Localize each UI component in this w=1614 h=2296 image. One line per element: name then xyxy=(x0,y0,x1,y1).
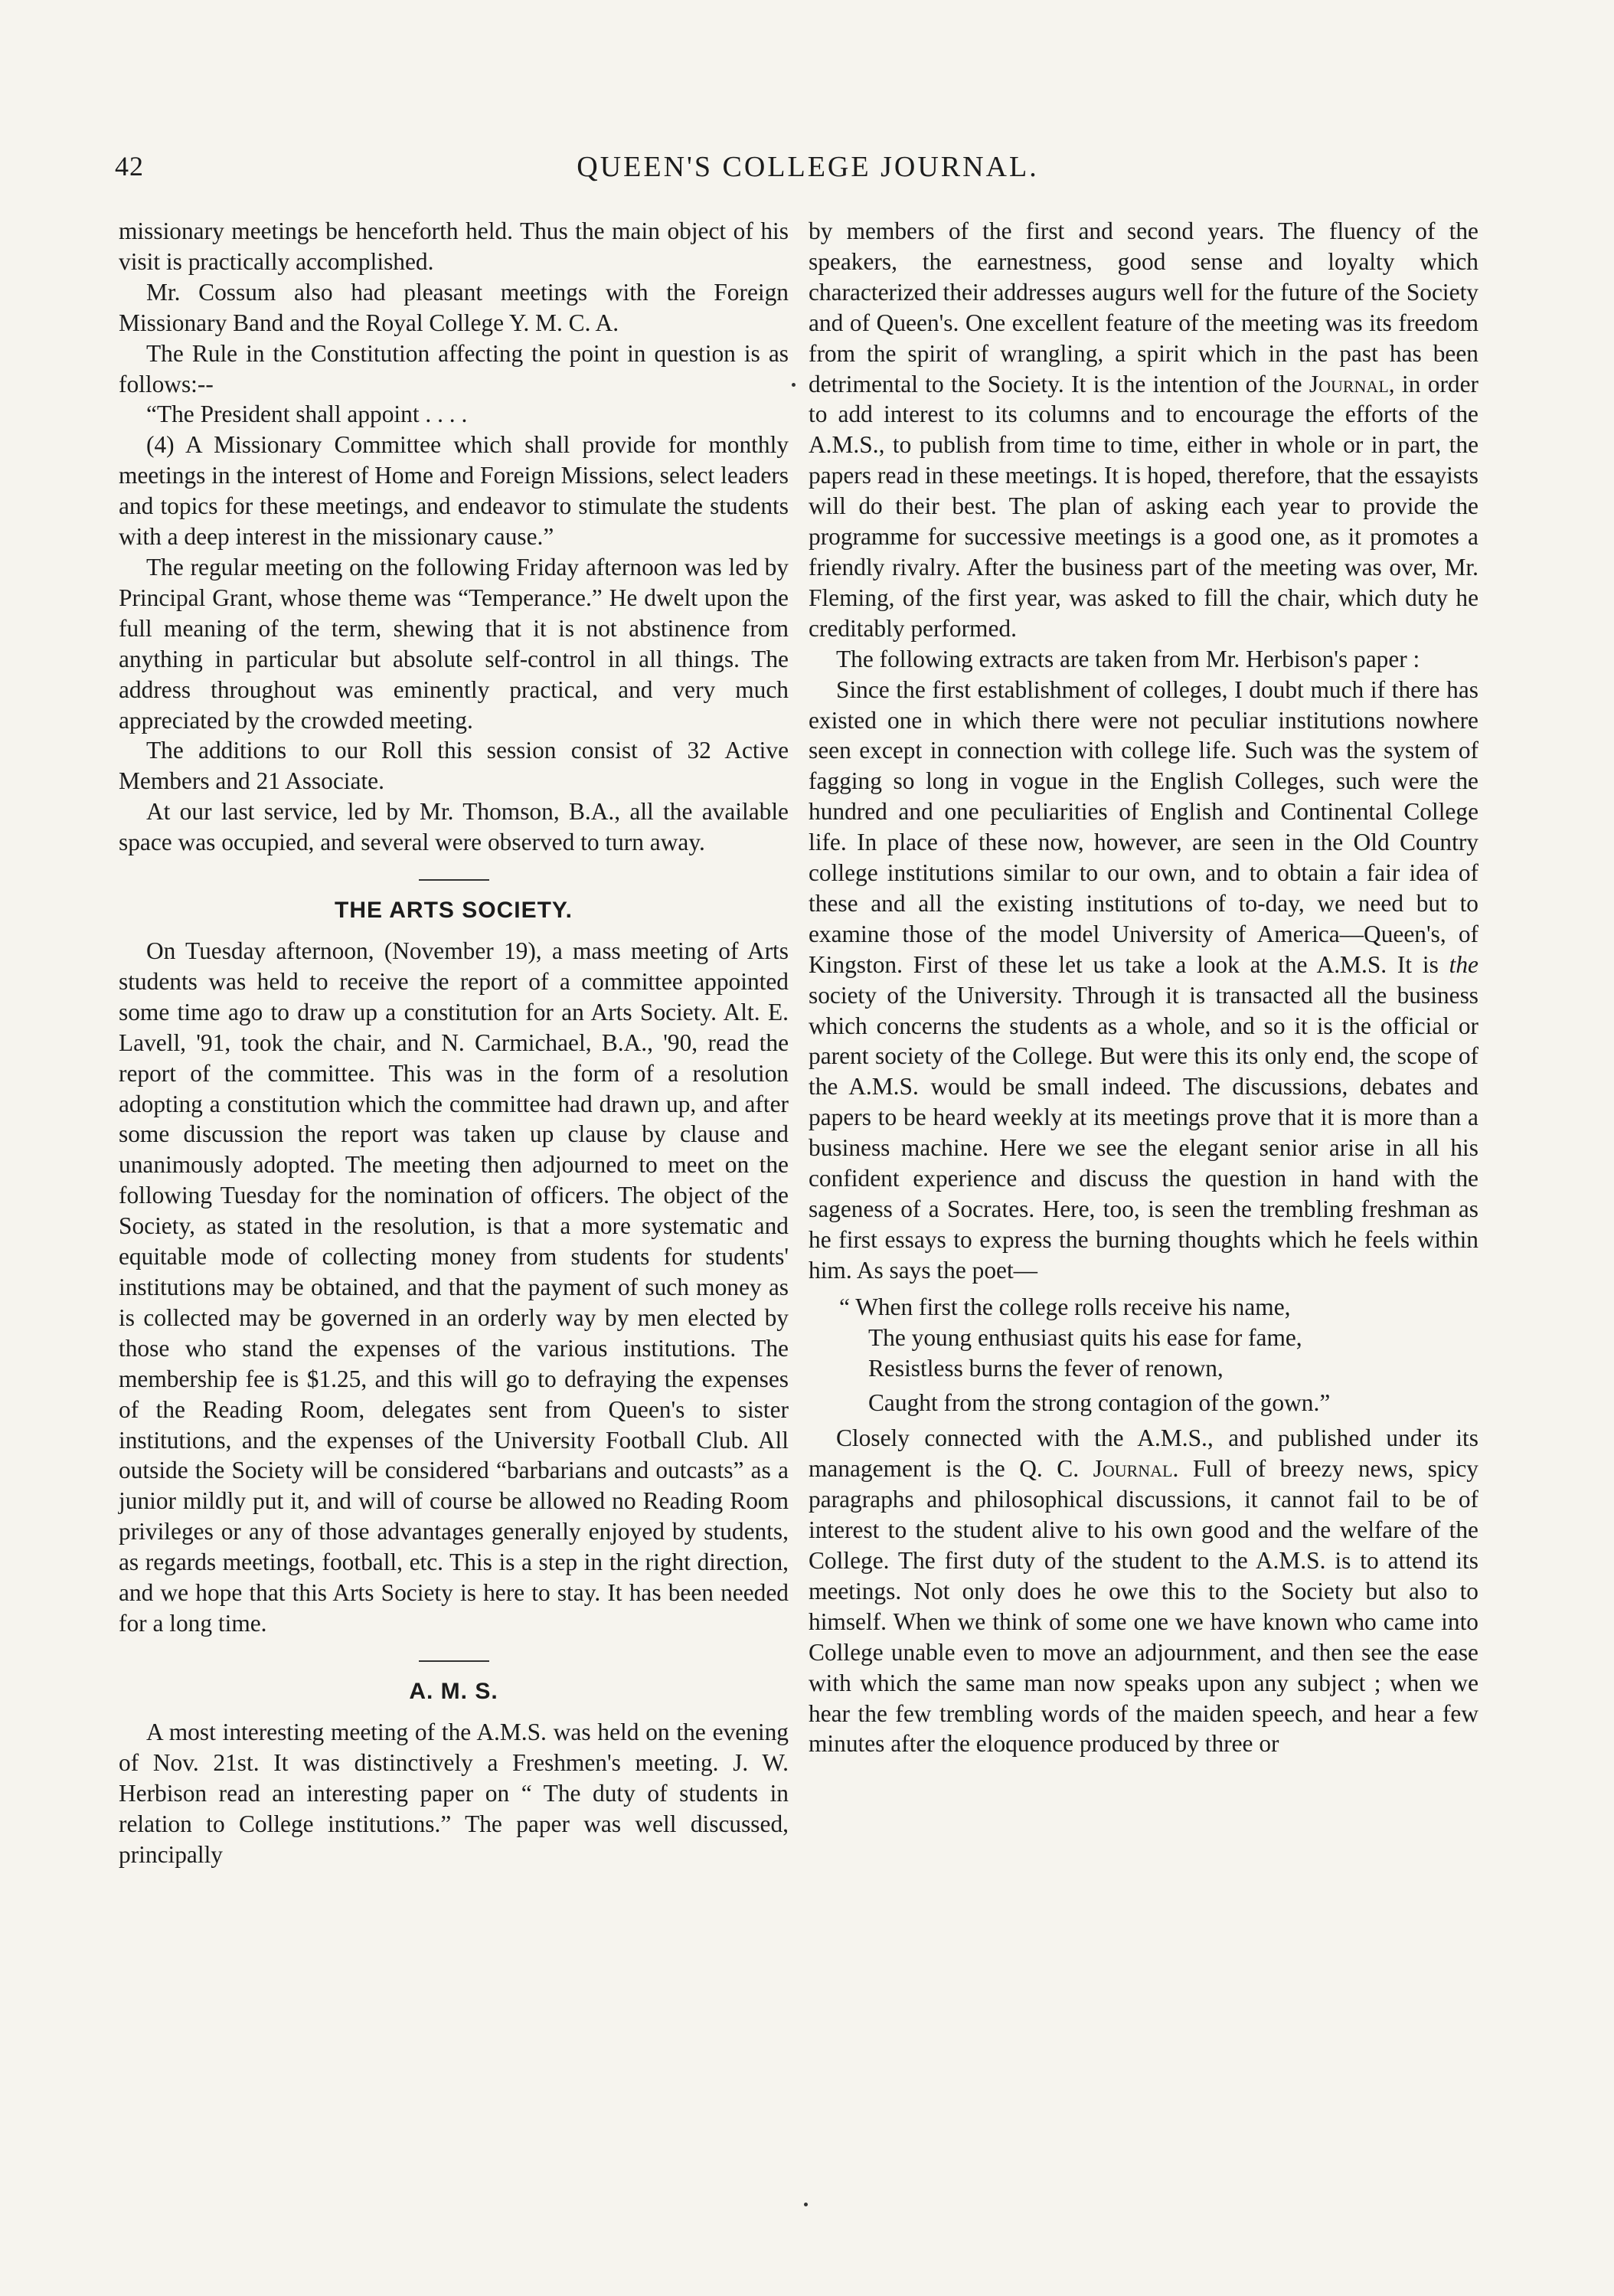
journal-title: QUEEN'S COLLEGE JOURNAL. xyxy=(577,151,1039,183)
poem-quotation xyxy=(839,1292,1478,1419)
paragraph: On Tuesday afternoon, (November 19), a mass meeting of Arts students was held to receive the report of a committee appointed some time ago to draw up a constitution for an Arts Society. Alt. E. Lavell, '91, took the chair, and N. Carmichael, B.A., '90, read the report of the committee. This was in the form of a resolution adopting a constitution which the committee had drawn up, and after some discussion the report was taken up clause by clause and unanimously adopted. The meeting then adjourned to meet on the following Tuesday for the nomination of officers. The object of the Society, as stated in the resolution, is that a more systematic and equitable mode of collecting money from students for students' institutions may be obtained, and that the payment of such money as is collected may be governed in an orderly way by men elected by those who stand the expenses of the various institutions. The membership fee is $1.25, and this will go to defraying the expenses of the Reading Room, delegates sent from Queen's to sister institutions, and the expenses of the University Football Club. All outside the Society will be considered “barbarians and outcasts” as a junior mildly put it, and will of course be allowed no Reading Room privileges or any of those advantages generally enjoyed by students, as regards meetings, football, etc. This is a step in the right direction, and we hope that this Arts Society is here to stay. It has been needed for a long time. xyxy=(119,937,789,1637)
right-column xyxy=(809,216,1478,1759)
paragraph: by members of the first and second years. The fluency of the speakers, the earnestness, good sense and loyalty which characterized their addresses augurs well for the future of the Society and of Queen's. One excellent feature of the meeting was its freedom from the spirit of wrangling, a spirit which in the past has been detrimental to the Society. It is the intention of the Journal, in order to add interest to its columns and to encourage the efforts of the A.M.S., to publish from time to time, either in whole or in part, the papers read in these meetings. It is hoped, therefore, that the essayists will do their best. The plan of asking each year to provide the programme for successive meetings is a good one, as it promotes a friendly rivalry. After the business part of the meeting was over, Mr. Fleming, of the first year, was asked to fill the chair, which duty he creditably performed. xyxy=(809,217,1478,642)
section-heading-arts-society: THE ARTS SOCIETY. xyxy=(335,898,573,924)
left-column xyxy=(119,216,789,1869)
paragraph: The additions to our Roll this session consist of 32 Active Members and 21 Associate. xyxy=(119,737,789,795)
section-divider xyxy=(419,1660,489,1662)
paragraph: At our last service, led by Mr. Thomson, B.A., all the available space was occupied, and several were observed to turn away. xyxy=(119,798,789,856)
poem-line: The young enthusiast quits his ease for fame, xyxy=(868,1323,1302,1351)
page-number: 42 xyxy=(115,151,144,182)
section-divider xyxy=(419,879,489,881)
journal-name: Q. C. Journal xyxy=(1019,1455,1173,1483)
poem-line: Caught from the strong contagion of the gown.” xyxy=(868,1389,1331,1417)
section-heading-ams: A. M. S. xyxy=(409,1678,498,1704)
constitution-rule: (4) A Missionary Committee which shall provide for monthly meetings in the interest of Home and Foreign Missions, select leaders and topics for these meetings, and endeavor to stimulate the students with a deep interest in the missionary cause.” xyxy=(119,431,789,551)
paragraph: The following extracts are taken from Mr. Herbison's paper : xyxy=(836,645,1420,672)
journal-name: Journal xyxy=(1309,370,1389,397)
paragraph: The Rule in the Constitution affecting the point in question is as follows:-- xyxy=(119,339,789,397)
paragraph: Since the first establishment of colleges, I doubt much if there has existed one in which there were not peculiar institutions nowhere seen except in connection with college life. Such was the system of fagging so long in vogue in the English Colleges, such were the hundred and one peculiarities of English and Continental College life. In place of these now, however, are seen in the Old Country college institutions similar to our own, and to obtain a fair idea of these and all the existing institutions of to-day, we need but to examine those of the model University of America—Queen's, of Kingston. First of these let us take a look at the A.M.S. It is the society of the University. Through it is transacted all the business which concerns the students as a whole, and so it is the official or parent society of the College. But were this its only end, the scope of the A.M.S. would be small indeed. The discussions, debates and papers to be heard weekly at its meetings prove that it is more than a business machine. Here we see the elegant senior arise in all his confident experience and discuss the question in hand with the sageness of a Socrates. Here, too, is seen the trembling freshman as he first essays to express the burning thoughts which he feels within him. As says the poet— xyxy=(809,675,1478,1284)
paragraph: missionary meetings be henceforth held. Thus the main object of his visit is practically accomplished. xyxy=(119,217,789,275)
emphasis: the xyxy=(1449,950,1478,978)
paragraph: A most interesting meeting of the A.M.S. was held on the evening of Nov. 21st. It was distinctively a Freshmen's meeting. J. W. Herbison read an interesting paper on “ The duty of students in relation to College institutions.” The paper was well discussed, principally xyxy=(119,1718,789,1868)
print-speck xyxy=(792,383,796,387)
paragraph: Mr. Cossum also had pleasant meetings with the Foreign Missionary Band and the Royal College Y. M. C. A. xyxy=(119,278,789,336)
quotation-line: “The President shall appoint . . . . xyxy=(146,401,468,428)
print-speck xyxy=(804,2203,808,2206)
poem-line: “ When first the college rolls receive his name, xyxy=(839,1293,1291,1320)
poem-line: Resistless burns the fever of renown, xyxy=(868,1354,1224,1382)
page-header xyxy=(115,150,1501,196)
paragraph: Closely connected with the A.M.S., and published under its management is the Q. C. Journal. Full of breezy news, spicy paragraphs and philosophical discussions, it cannot fail to be of interest to the student alive to his own good and the welfare of the College. The first duty of the student to the A.M.S. is to attend its meetings. Not only does he owe this to the Society but also to himself. When we think of some one we have known who came into College unable even to move an adjournment, and then see the ease with which the same man now speaks upon any subject ; when we hear the few trembling words of the maiden speech, and hear a few minutes after the eloquence produced by three or xyxy=(809,1424,1478,1758)
paragraph: The regular meeting on the following Friday afternoon was led by Principal Grant, whose theme was “Temperance.” He dwelt upon the full meaning of the term, shewing that it is not abstinence from anything in particular but absolute self-control in all things. The address throughout was eminently practical, and very much appreciated by the crowded meeting. xyxy=(119,553,789,734)
